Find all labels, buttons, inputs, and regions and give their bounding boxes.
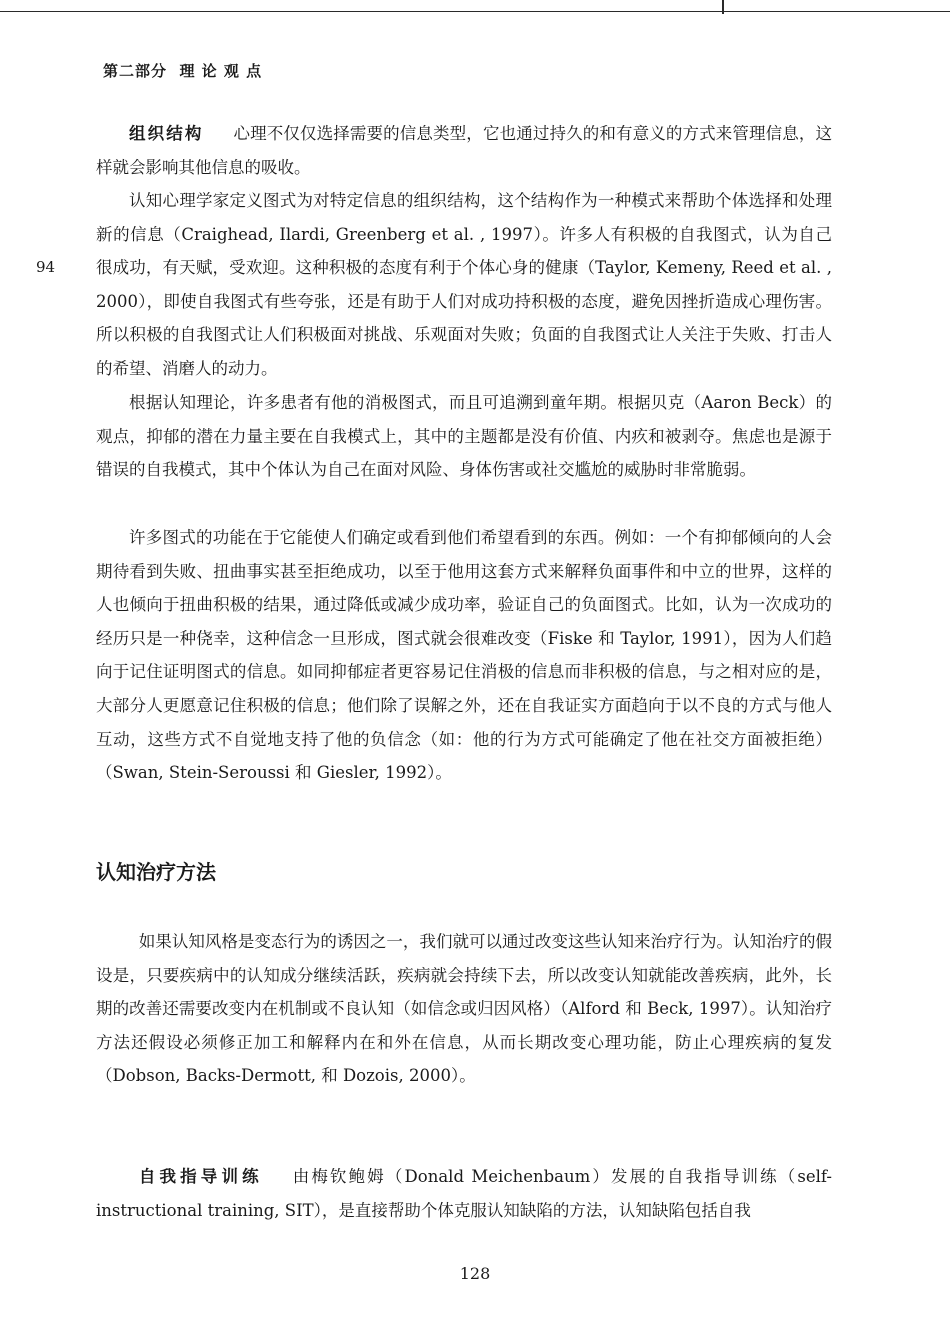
paragraph-cognitive-therapy: 如果认知风格是变态行为的诱因之一，我们就可以通过改变这些认知来治疗行为。认知治疗的假设是，只要疾病中的认知成分继续活跃，疾病就会持续下去，所以改变认知就能改善疾病，此外，长期的改善还需要改变内在机制或不良认知（如信念或归因风格）（Alford 和 Beck, 1997）。认知治疗方法还假设必须修正加工和解释内在和外在信息，从而长期改变心理功能，防止心理疾病的复发（Dobson, Backs-Dermott, 和 Dozois, 2000）。 — [96, 932, 832, 1086]
paragraph-text: 心理不仅仅选择需要的信息类型，它也通过持久的和有意义的方式来管理信息，这样就会影响其他信息的吸收。 — [96, 124, 833, 177]
section-heading: 认知治疗方法 — [96, 860, 216, 884]
page-number: 128 — [459, 1264, 491, 1283]
paragraph-organization-structure — [96, 117, 832, 184]
top-rule-tick — [722, 0, 724, 14]
paragraph-negative-schema: 根据认知理论，许多患者有他的消极图式，而且可追溯到童年期。根据贝克（Aaron Beck）的观点，抑郁的潜在力量主要在自我模式上，其中的主题都是没有价值、内疚和被剥夺。焦虑也是源于错误的自我模式，其中个体认为自己在面对风险、身体伤害或社交尴尬的威胁时非常脆弱。 — [96, 393, 832, 480]
top-rule — [0, 11, 950, 12]
running-head: 第二部分 理 论 观 点 — [103, 62, 263, 80]
paragraph-schema-definition: 认知心理学家定义图式为对特定信息的组织结构，这个结构作为一种模式来帮助个体选择和处理新的信息（Craighead, Ilardi, Greenberg et al. , 1997）。许多人有积极的自我图式，认为自己很成功，有天赋，受欢迎。这种积极的态度有利于个体心身的健康（Taylor, Kemeny, Reed et al. , 2000），即使自我图式有些夸张，还是有助于人们对成功持积极的态度，避免因挫折造成心理伤害。所以积极的自我图式让人们积极面对挑战、乐观面对失败；负面的自我图式让人关注于失败、打击人的希望、消磨人的动力。 — [96, 191, 832, 378]
paragraph-text: 由梅钦鲍姆（Donald Meichenbaum）发展的自我指导训练（self-instructional training, SIT），是直接帮助个体克服认知缺陷的方法，认知缺陷包括自我 — [96, 1167, 833, 1220]
run-in-heading: 自我指导训练 — [138, 1167, 263, 1186]
run-in-heading: 组织结构 — [129, 124, 204, 143]
paragraph-self-instruction — [96, 1160, 832, 1227]
paragraph-schema-function: 许多图式的功能在于它能使人们确定或看到他们希望看到的东西。例如：一个有抑郁倾向的人会期待看到失败、扭曲事实甚至拒绝成功，以至于他用这套方式来解释负面事件和中立的世界，这样的人也倾向于扭曲积极的结果，通过降低或减少成功率，验证自己的负面图式。比如，认为一次成功的经历只是一种侥幸，这种信念一旦形成，图式就会很难改变（Fiske 和 Taylor, 1991），因为人们趋向于记住证明图式的信息。如同抑郁症者更容易记住消极的信息而非积极的信息，与之相对应的是，大部分人更愿意记住积极的信息；他们除了误解之外，还在自我证实方面趋向于以不良的方式与他人互动，这些方式不自觉地支持了他的负信念（如：他的行为方式可能确定了他在社交方面被拒绝）（Swan, Stein-Seroussi 和 Giesler, 1992）。 — [96, 528, 832, 783]
margin-page-number: 94 — [36, 258, 56, 276]
